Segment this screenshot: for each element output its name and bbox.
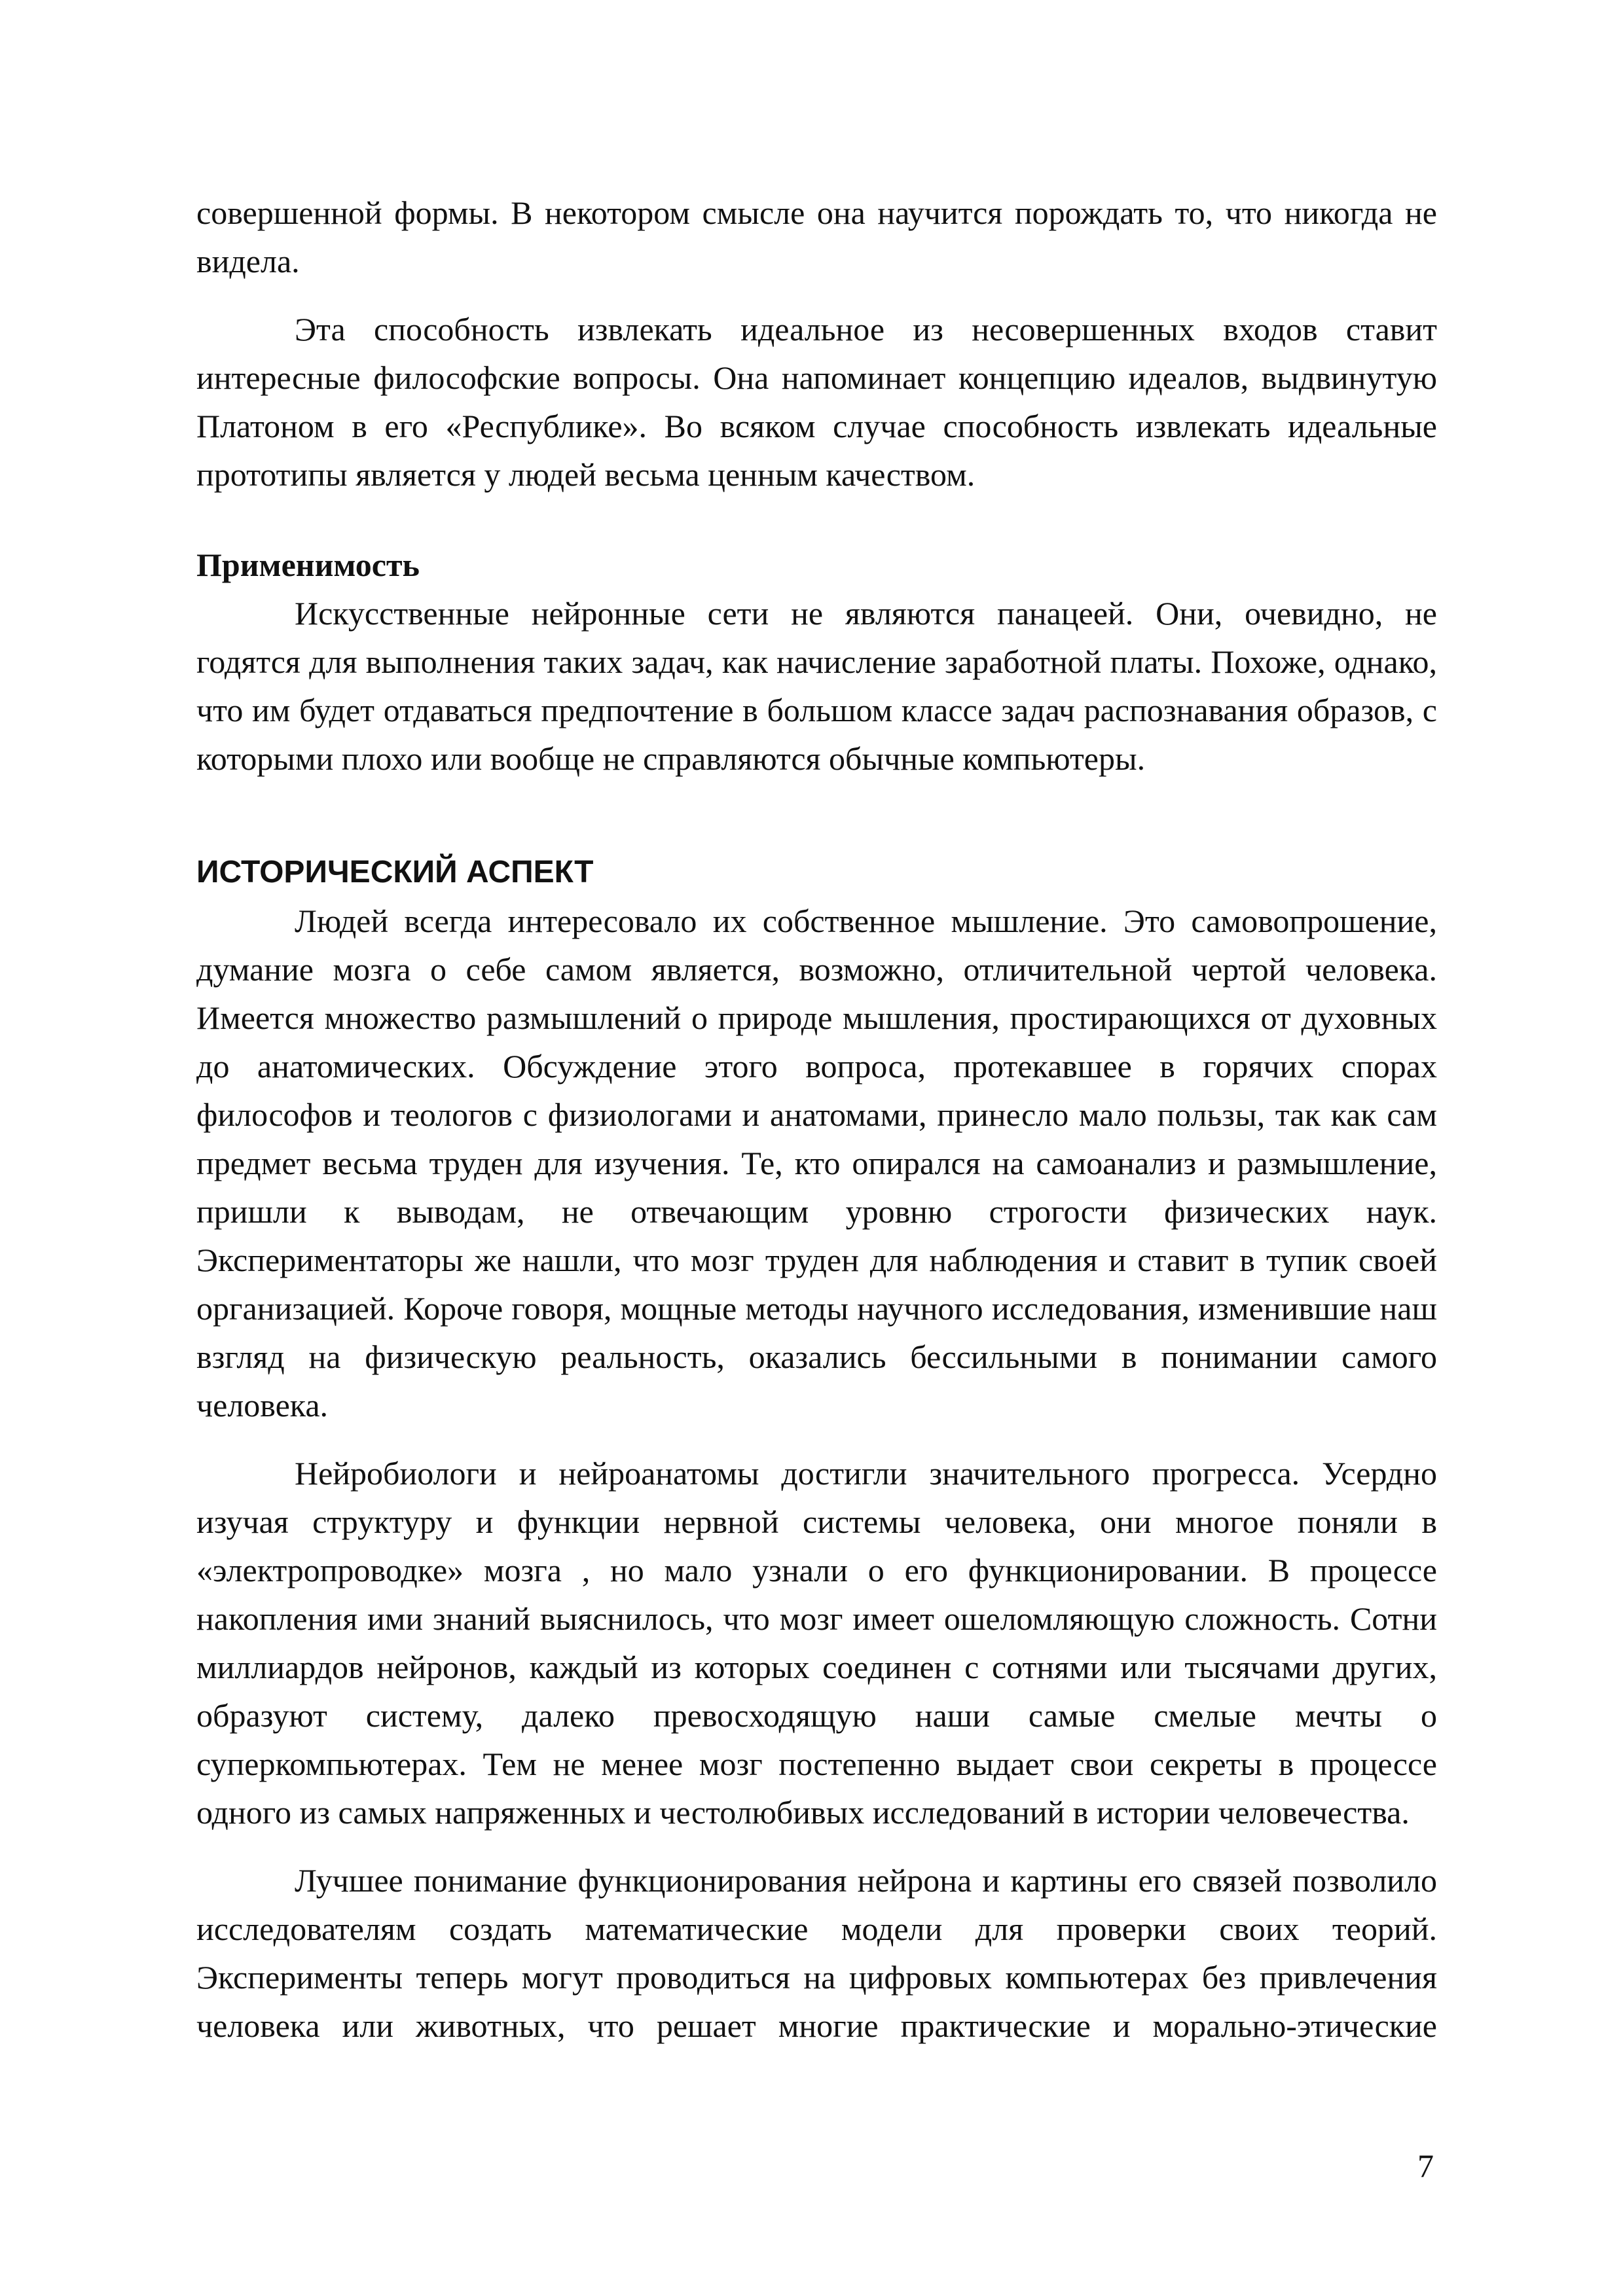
- paragraph-history-thinking: Людей всегда интересовало их собственное мышление. Это самовопрошение, думание мозга о себе самом является, возможно, отличительной чертой человека. Имеется множество размышлений о природе мышления, простирающихся от духовных до анатомических. Обсуждение этого вопроса, протекавшее в горячих спорах философов и теологов с физиологами и анатомами, принесло мало пользы, так как сам предмет весьма труден для изучения. Те, кто опирался на самоанализ и размышление, пришли к выводам, не отвечающим уровню строгости физических наук. Экспериментаторы же нашли, что мозг труден для наблюдения и ставит в тупик своей организацией. Короче говоря, мощные методы научного исследования, изменившие наш взгляд на физическую реальность, оказались бессильными в понимании самого человека.: [196, 903, 1437, 1424]
- subheading-applicability: Применимость: [196, 547, 420, 583]
- paragraph-history-models: Лучшее понимание функционирования нейрона и картины его связей позволило исследователям создать математические модели для проверки своих теорий. Эксперименты теперь могут проводиться на цифровых компьютерах без привлечения человека или животных, что решает многие практические и морально-этические: [196, 1862, 1437, 2044]
- paragraph-history-neurobiology: Нейробиологи и нейроанатомы достигли значительного прогресса. Усердно изучая структуру и функции нервной системы человека, они многое поняли в «электропроводке» мозга , но мало узнали о его функционировании. В процессе накопления ими знаний выяснилось, что мозг имеет ошеломляющую сложность. Сотни миллиардов нейронов, каждый из которых соединен с сотнями или тысячами других, образуют систему, далеко превосходящую наши самые смелые мечты о суперкомпьютерах. Тем не менее мозг постепенно выдает свои секреты в процессе одного из самых напряженных и честолюбивых исследований в истории человечества.: [196, 1455, 1437, 1831]
- paragraph-applicability: Искусственные нейронные сети не являются панацеей. Они, очевидно, не годятся для выполнения таких задач, как начисление заработной платы. Похоже, однако, что им будет отдаваться предпочтение в большом классе задач распознавания образов, с которыми плохо или вообще не справляются обычные компьютеры.: [196, 595, 1437, 777]
- section-heading-history: ИСТОРИЧЕСКИЙ АСПЕКТ: [196, 855, 594, 889]
- paragraph-continuation: совершенной формы. В некотором смысле она научится порождать то, что никогда не видела.: [196, 194, 1437, 279]
- page-body: [196, 188, 1437, 2050]
- page-number: 7: [1417, 2147, 1434, 2184]
- paragraph-ideal-extraction: Эта способность извлекать идеальное из несовершенных входов ставит интересные философские вопросы. Она напоминает концепцию идеалов, выдвинутую Платоном в его «Республике». Во всяком случае способность извлекать идеальные прототипы является у людей весьма ценным качеством.: [196, 311, 1437, 493]
